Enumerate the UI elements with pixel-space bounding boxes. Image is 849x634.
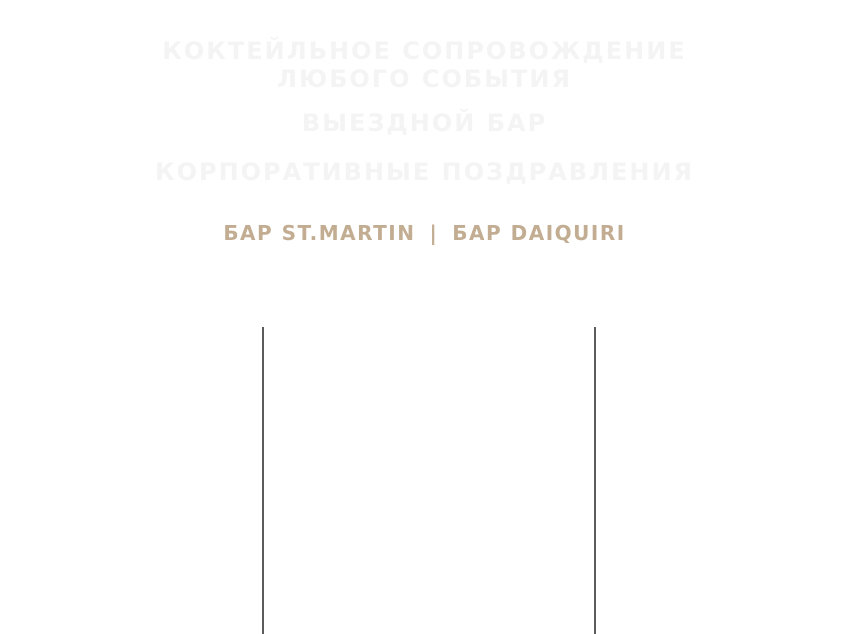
bar-links	[0, 220, 849, 246]
right-divider-line	[594, 327, 596, 634]
bar-links-separator: |	[429, 221, 439, 245]
menu-item-cocktail-support-line-2: ЛЮБОГО СОБЫТИЯ	[277, 65, 572, 93]
left-divider-line	[262, 327, 264, 634]
menu-item-cocktail-support-line-1: КОКТЕЙЛЬНОЕ СОПРОВОЖДЕНИЕ	[162, 37, 687, 65]
menu-item-corporate-greetings[interactable]: КОРПОРАТИВНЫЕ ПОЗДРАВЛЕНИЯ	[154, 158, 695, 186]
bar-st-martin-link[interactable]: БАР ST.MARTIN	[223, 221, 416, 245]
menu-item-cocktail-support[interactable]	[0, 37, 849, 93]
bar-daiquiri-link[interactable]: БАР DAIQUIRI	[452, 221, 626, 245]
menu-item-mobile-bar[interactable]: ВЫЕЗДНОЙ БАР	[301, 109, 548, 137]
